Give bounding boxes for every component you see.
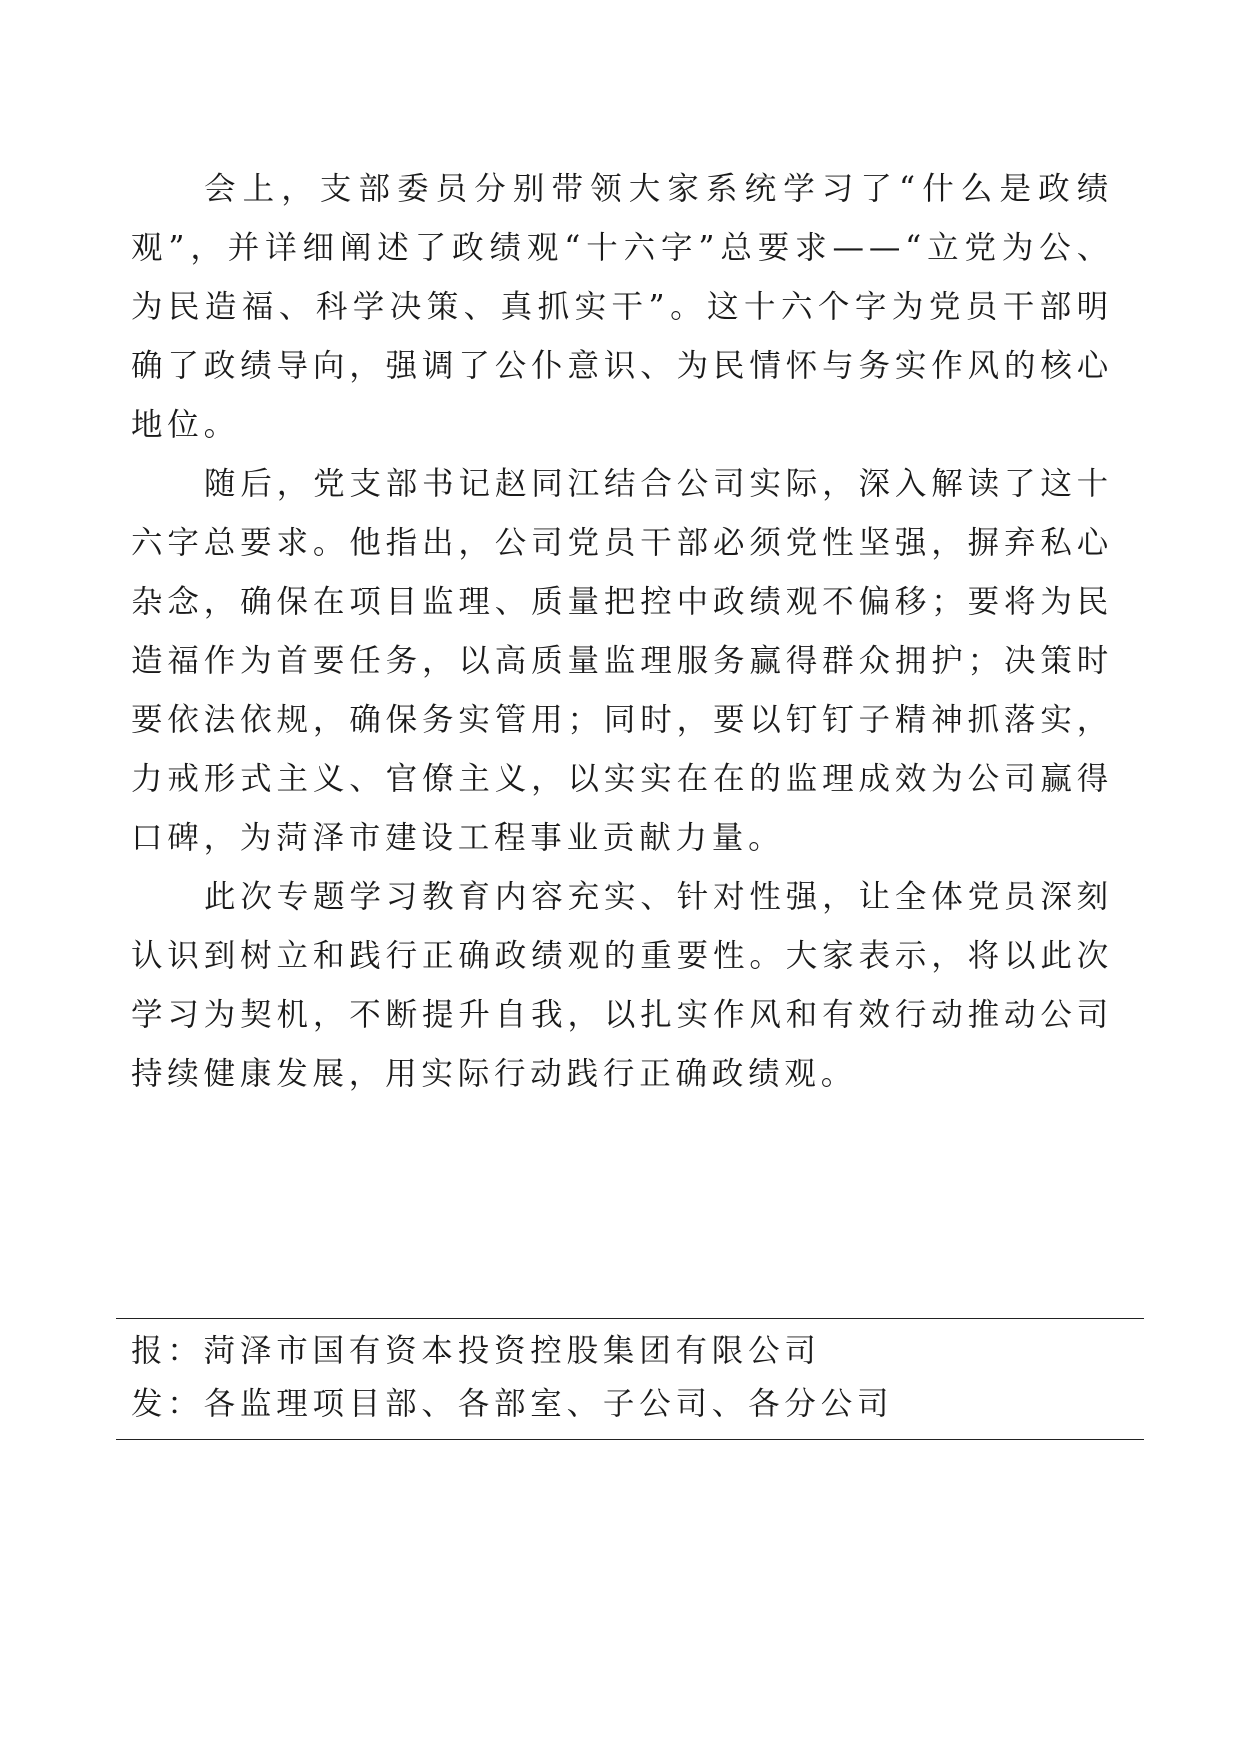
paragraph-secretary-speech: 随后，党支部书记赵同江结合公司实际，深入解读了这十六字总要求。他指出，公司党员干部必须党性坚强，摒弃私心杂念，确保在项目监理、质量把控中政绩观不偏移；要将为民造福作为首要任务，以高质量监理服务赢得群众拥护；决策时要依法依规，确保务实管用；同时，要以钉钉子精神抓落实，力戒形式主义、官僚主义，以实实在在的监理成效为公司赢得口碑，为菏泽市建设工程事业贡献力量。 — [131, 466, 1113, 856]
paragraph-conclusion: 此次专题学习教育内容充实、针对性强，让全体党员深刻认识到树立和践行正确政绩观的重要性。大家表示，将以此次学习为契机，不断提升自我，以扎实作风和有效行动推动公司持续健康发展，用实际行动践行正确政绩观。 — [131, 879, 1113, 1092]
distribution-block — [116, 1318, 1144, 1440]
document-body — [131, 160, 1113, 1104]
send-to-line: 发：各监理项目部、各部室、子公司、各分公司 — [131, 1386, 894, 1422]
report-to-line: 报：菏泽市国有资本投资控股集团有限公司 — [131, 1333, 821, 1369]
paragraph-study-content: 会上，支部委员分别带领大家系统学习了“什么是政绩观”，并详细阐述了政绩观“十六字”总要求——“立党为公、为民造福、科学决策、真抓实干”。这十六个字为党员干部明确了政绩导向，强调了公仆意识、为民情怀与务实作风的核心地位。 — [131, 171, 1113, 443]
